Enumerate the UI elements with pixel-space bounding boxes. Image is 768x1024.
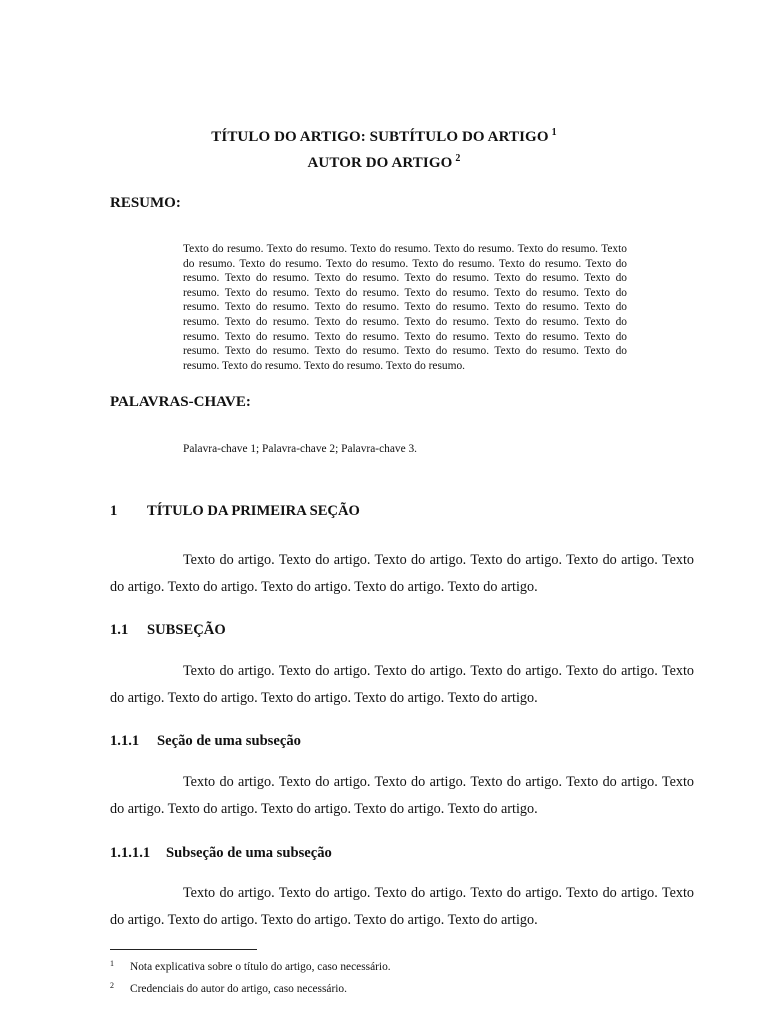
abstract-text: Texto do resumo. Texto do resumo. Texto do resumo. Texto do resumo. Texto do resumo. Texto do resumo. Texto do resumo. Texto do resumo. Texto do resumo. Texto do resumo. Texto do resumo. Texto do resumo. Texto do resumo. Texto do resumo. Texto do resumo. Texto do resumo. Texto do resumo. Texto do resumo. Texto do resumo. Texto do resumo. Texto do resumo. Texto do resumo. Texto do resumo. Texto do resumo. Texto do resumo. Texto do resumo. Texto do resumo. Texto do resumo. Texto do resumo. Texto do resumo. Texto do resumo. Texto do resumo. Texto do resumo. Texto do resumo. Texto do resumo. Texto do resumo. Texto do resumo. Texto do resumo. Texto do resumo. Texto do resumo. Texto do resumo. Texto do resumo. Texto do resumo. Texto do resumo.	[183, 243, 627, 372]
footnote-1	[110, 959, 391, 973]
subsubsubsection-heading	[110, 845, 332, 862]
author-footnote-ref: 2	[455, 153, 461, 164]
subsubsection-heading	[110, 733, 301, 750]
subsubsection-title: Seção de uma subseção	[157, 733, 301, 749]
subsubsubsection-number: 1.1.1.1	[110, 845, 151, 861]
footnote-text: Credenciais do autor do artigo, caso necessário.	[130, 983, 347, 995]
footnote-mark: 1	[110, 959, 114, 968]
subsection-number: 1.1	[110, 622, 129, 638]
footnote-text: Nota explicativa sobre o título do artigo, caso necessário.	[130, 961, 391, 973]
subsubsubsection-paragraph: Texto do artigo. Texto do artigo. Texto do artigo. Texto do artigo. Texto do artigo. Texto do artigo. Texto do artigo. Texto do artigo. Texto do artigo. Texto do artigo.	[110, 885, 694, 928]
section-paragraph: Texto do artigo. Texto do artigo. Texto do artigo. Texto do artigo. Texto do artigo. Texto do artigo. Texto do artigo. Texto do artigo. Texto do artigo. Texto do artigo.	[110, 552, 694, 595]
subsection-heading	[110, 622, 226, 639]
subsection-paragraph: Texto do artigo. Texto do artigo. Texto do artigo. Texto do artigo. Texto do artigo. Texto do artigo. Texto do artigo. Texto do artigo. Texto do artigo. Texto do artigo.	[110, 663, 694, 706]
section-number: 1	[110, 503, 118, 519]
subsubsection-paragraph: Texto do artigo. Texto do artigo. Texto do artigo. Texto do artigo. Texto do artigo. Texto do artigo. Texto do artigo. Texto do artigo. Texto do artigo. Texto do artigo.	[110, 774, 694, 817]
keywords-label: PALAVRAS-CHAVE:	[110, 394, 251, 410]
footnote-mark: 2	[110, 981, 114, 990]
article-title-text: TÍTULO DO ARTIGO: SUBTÍTULO DO ARTIGO	[211, 129, 549, 145]
article-author-text: AUTOR DO ARTIGO	[307, 155, 453, 171]
article-title	[0, 127, 768, 146]
section-title: TÍTULO DA PRIMEIRA SEÇÃO	[147, 503, 360, 519]
subsubsubsection-title: Subseção de uma subseção	[166, 845, 332, 861]
subsubsection-number: 1.1.1	[110, 733, 140, 749]
footnote-separator	[110, 949, 257, 950]
subsection-title: SUBSEÇÃO	[147, 622, 226, 638]
title-footnote-ref: 1	[551, 127, 557, 138]
article-author	[0, 153, 768, 172]
keywords-text: Palavra-chave 1; Palavra-chave 2; Palavra-chave 3.	[183, 443, 418, 455]
footnote-2	[110, 981, 347, 995]
section-heading	[110, 503, 360, 520]
abstract-label: RESUMO:	[110, 195, 181, 211]
